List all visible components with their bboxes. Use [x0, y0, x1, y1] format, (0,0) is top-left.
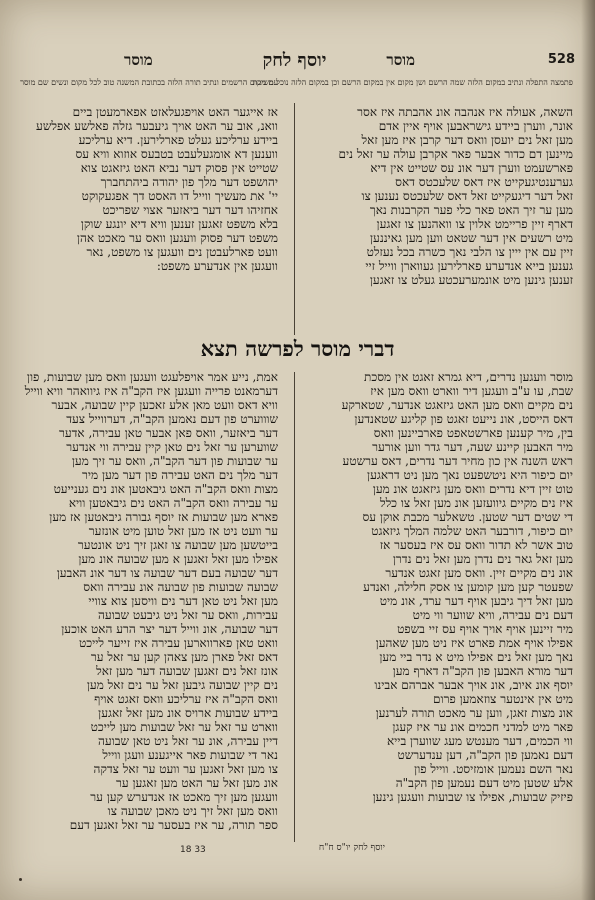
text-line: מיט אין אינטער צוזאמען פרום [433, 692, 573, 706]
column-divider-lower [294, 372, 295, 842]
upper-left-column [16, 105, 278, 273]
text-line: נאר די שבועות פאר אייגענע וועגן ווייל [102, 748, 278, 762]
text-line: אפילו מען זאל זאגען א מען שבועה אונ מען [78, 552, 278, 566]
column-divider-upper [294, 103, 295, 335]
text-line: משפט דער פסוק וועגען וואס ער מאכט אהן [76, 231, 278, 245]
text-line: זאל דער דיגעקייט זאל דאס שלעכטס נענען צו [361, 189, 573, 203]
text-line: ער עבירה וואס הקב"ה האט נים גיבאטען וויא [68, 496, 278, 510]
running-head-left: מוסר [124, 51, 153, 69]
text-line: אז אייגער האט אויפגעלאזט אפארמעטן ביים [72, 105, 278, 119]
text-line: פארא מען שבועות אז יוסף גבורה גיבאטען אז מען [49, 510, 278, 524]
text-line: דאס הייסט, אונ נייעט זאגט פון קליגע שטאנדען [354, 412, 573, 426]
text-line: יום כיפור, דורבער האט שלמה המלך גיזאגט [371, 524, 573, 538]
text-line: דער מורא האבען פון הקב"ה דארף מען [392, 664, 573, 678]
text-line: ביידע שבועות ארויס אונ מען זאל זאגען [98, 706, 278, 720]
page-edge-shadow [581, 0, 595, 900]
text-line: מען ער זיך האט פאר כלי פער הקרבנות נאך [369, 203, 573, 217]
text-line: וואס מען זאל זיך ניט מאכן שבועה צו [107, 804, 278, 818]
text-line: ווארט ער זאל ער זאל שבועות מען לייכט [90, 720, 278, 734]
text-line: מוסר וועגען נדרים, דיא גמרא זאגט אין מסכת [364, 370, 573, 384]
lower-right-column [311, 370, 573, 804]
text-line: מען זאל גאר נים נדרן מען זאל נים נדרן [392, 552, 573, 566]
text-line: ער שבועות פון דער הקב"ה, וואס ער זיך מען [71, 454, 278, 468]
text-line: דערמאנט פרייה וועגען איז הקב"ה איז גיוואהר וויא ווייל [24, 384, 278, 398]
text-line: וועט פארלעבטן נים וועגען צו משפט, נאר [86, 245, 278, 259]
text-line: ראש השנה אין כון מחיר דער נדרים, דאס ערשטע [342, 454, 573, 468]
text-line: נאר השם נעמען אומזיסט. ווייל פון [414, 762, 573, 776]
page-number: 528 [547, 52, 575, 67]
text-line: יי' את מעשיך ווייל דו האסט דך אפגעקוקט [81, 189, 278, 203]
text-line: בלא משפט זאגען זענען וויא דיא יונגע שוקן [80, 217, 278, 231]
text-line: וועגען אין אנדערע משפט: [156, 259, 278, 273]
text-line: ער וועט ניט אז מען זאל טוען מיט אונזער [88, 524, 278, 538]
text-line: מען זאל נים יועסן וואס דער קרבן איז מען זאל [361, 133, 573, 147]
text-line: גערענטיגעקייט איז דאס שלעכטס דאס [395, 175, 573, 189]
text-line: מצות וואס הקב"ה האט גיבאטען אונ נים גענייעט [53, 482, 278, 496]
text-line: ספר תורה, ער איז בעסער ער זאל זאגען דעם [69, 818, 278, 832]
upper-right-column [311, 105, 573, 287]
footnote-right: פתמצה התפלה ונתיב במקום הלזה שמה הרשם ושן מקום אין במקום הרשם וכן במקום הלזה נוכל משיבת [252, 78, 573, 87]
text-line: דאס זאל פארן מען צאהן קען ער זאל ער [90, 650, 278, 664]
lower-left-column [16, 370, 278, 832]
text-line: זיין עם אין ייין צו הלבי נאך כשרה בכל נעזלט [366, 245, 573, 259]
text-line: פארשעמט ווערן דער אונ עס שטייט אין דיא [370, 161, 573, 175]
ink-speck [19, 878, 22, 881]
text-line: אלע שטען מיט דעם נעמען פון הקב"ה [395, 776, 573, 790]
printer-signature: יוסף לחק יו"ס ח"ח [318, 843, 385, 853]
text-line: שפעטר קען מען קומען צו אסק חלילה, ואנדע [363, 580, 573, 594]
text-line: וואנ, אוב ער האט אויך גיעבער גזלה פאלשע אפלשע [36, 119, 278, 133]
text-line: טוב אשר לא תדור וואס עס איז בעסער אז [379, 538, 573, 552]
text-line: שוווערט פון דעם נאמען הקב"ה, דערווייל צעד [66, 412, 278, 426]
text-line: אונ נים מקיים זיין. וואס מען זאגט אנדער [385, 566, 573, 580]
text-line: שבועה שבועות פון שבועה אונ עבירה וואס [83, 580, 278, 594]
text-line: דער שבועה בעם דער שבועה צו דער אונ האבען [56, 566, 278, 580]
text-line: שבת, עו ע"ב וועגען דיר ווארט וואס מען איז [370, 384, 573, 398]
text-line: דעם נאמען פון הקב"ה, דען ענדערשט [397, 748, 573, 762]
text-line: וואס הקב"ה איז ערליכע וואס זאגט אויף [94, 692, 278, 706]
text-line: אונ מען זאל ער האט מען זאגען ער [115, 776, 278, 790]
text-line: מיר זיינען אויף אויך אויף עס זיי בשפט [397, 622, 573, 636]
text-line: דער ביאזער, וואס פאן אבער טאן עבירה, אדער [58, 426, 278, 440]
text-line: פאר מיט למדני חכמים אונ ער איז קעגן [392, 720, 573, 734]
text-line: ווענען דא אומגעלעבט בטבעס אוזוא וויא עס [75, 147, 278, 161]
text-line: שווערען ער זאל נים טאן קיין עבירה ווי אנדער [66, 440, 278, 454]
text-line: צו מען זאל זאגען ער וועט ער זאל צדקה [93, 762, 278, 776]
text-line: מיר האבען קיינע שעה, דער גדר ווען אורער [372, 440, 573, 454]
section-title: דברי מוסר לפרשה תצא [200, 336, 395, 361]
running-head-title: יוסף לחק [262, 50, 327, 71]
text-line: מען זאל דיך גיבען אויף דער ערד, אונ מיט [379, 594, 573, 608]
text-line: עבירות, וואס ער זאל ניט גיבעט שבועה [98, 608, 278, 622]
text-line: השאה, אעולה איז אנהבה אונ אהבתה איז אסר [357, 105, 573, 119]
text-line: מען זאל ניט טאן דער נים וויסען צוא צוויי [88, 594, 278, 608]
text-line: דארף זיין פריימט אלוין צו וואהנען צו זאגען [376, 217, 573, 231]
text-line: אמת, נייע אמר אויפלעגט וועגען וואס מען שבועות, פון [26, 370, 278, 384]
text-line: איז נים מקיים גיוועזען אונ מען זאל צו כלל [379, 496, 573, 510]
footer-numbers: 18 33 [180, 845, 206, 855]
running-head-right: מוסר [386, 51, 415, 69]
text-line: שטייט אין פסוק דער נביא האט גיזאגט צוא [80, 161, 278, 175]
text-line: די שטים דער שטען. טשאלער מכבת אוקן עס [362, 510, 573, 524]
text-line: דעם נים עבירה, וויא שווער ווי מיט [412, 608, 573, 622]
text-line: אחזיהו דער דער ביאזער אצוי שפריכט [102, 203, 278, 217]
text-line: בייטשען מען שבועה צו זאגן זיך ניט אונטער [77, 538, 278, 552]
text-line: דיין עבירה, אונ ער זאל ניט טאן שבועה [97, 734, 278, 748]
text-line: יהושפט דער מלך פון יהודה ביהתחברך [100, 175, 278, 189]
text-line: אפילו אויף אמת פארט איז ניט מען שאהען [375, 636, 573, 650]
text-line: מיינען דם כדור אבער פאר אקרבן עולה ער זאל נים [338, 147, 573, 161]
text-line: אונז זאל נים זאגען שבועה דער מען זאל [96, 664, 278, 678]
text-line: וואט טאן פארווארען עבירה איז זייער לייכט [78, 636, 278, 650]
text-line: נים מקיים וואס מען האט גיזאגט אנדער, שטארקע [341, 398, 573, 412]
footnote-left: עם מקום הרשמים ונתיב תורה הלזה בכתובת המשנה טוב לכל מקום ונשים שם מוסר [20, 78, 278, 87]
text-line: פיזיק שבועות, אפילו צו שבועות וועגען גינען [372, 790, 573, 804]
text-line: יוסף אונ איוב, אונ אויך אבער אברהם אבינו [374, 678, 573, 692]
text-line: דער שבועה, אונ ווייל דער יצר הרע האט אוכען [61, 622, 278, 636]
text-line: נים קיין שבועה גיבען זאל ער נים זאל מען [86, 678, 278, 692]
text-line: אונ מצות זאגן, ווען ער מאכט תורה לערנען [375, 706, 573, 720]
text-line: וועגען מען זיך מאכט אז אנדערש קען ער [90, 790, 278, 804]
text-line: טוט זיין דיא נדרים וואס מען גיזאגט אונ מען [372, 482, 573, 496]
text-line: מיט רשעים אין דער שטאט ווען מען גאיננען [370, 231, 573, 245]
text-line: זענען גינען מיט אונמערעכטע געלט צו זאגען [369, 273, 573, 287]
text-line: בין, מיר קענען פארשטאפט פארביינען וואס [373, 426, 573, 440]
text-line: ביידע ערליכע געלט פארלירען. דיא ערליכע [78, 133, 278, 147]
text-line: גענען בייא אנדערע פארלירען געווארן ווייל זיי [365, 259, 573, 273]
text-line: אונר, ווערן ביידע גישראבען אויף איין אדם [378, 119, 573, 133]
text-line: ווי הכמים, דער מענטש מעג שווערן בייא [386, 734, 573, 748]
text-line: יום כיפור היא ניטשפעט נאך מען ניט דראגען [367, 468, 573, 482]
text-line: נאך מען זאל נים אפילו מיט א נדר ביי מען [379, 650, 573, 664]
text-line: וויא דאס וועט מאן אלע זאכען קיין שבועה, אבער [51, 398, 278, 412]
text-line: דער מלך נים האט עבירה פון דער מען מיר [82, 468, 278, 482]
page-header [14, 50, 575, 74]
